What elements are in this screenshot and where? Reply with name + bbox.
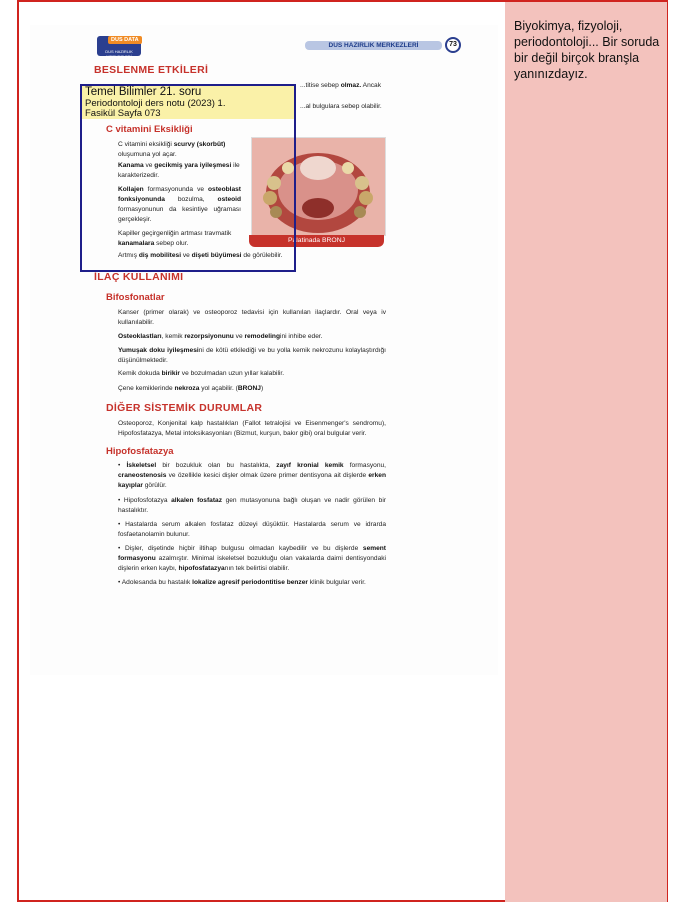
- note-line-2: Fasikül Sayfa 073: [85, 108, 161, 119]
- photo-caption: Palatinada BRONJ: [249, 235, 384, 247]
- logo-subtitle: DUS HAZIRLIK MERKEZLERİ: [105, 49, 133, 59]
- ilac-paragraph-1: Kanser (primer olarak) ve osteoporoz tedavisi için kullanılan ilaçlardır. Oral veya iv kullanılabilir.: [118, 309, 386, 326]
- note-title: Temel Bilimler 21. soru: [85, 86, 202, 98]
- section-heading-ilac: İLAÇ KULLANIMI: [94, 271, 184, 283]
- section-heading-beslenme: BESLENME ETKİLERİ: [94, 64, 209, 76]
- beslenme-line-1: ...titise sebep olmaz. Ancak: [300, 82, 382, 89]
- page-number: 73: [445, 37, 461, 53]
- header-title: DUS HAZIRLIK MERKEZLERİ: [328, 42, 419, 49]
- ilac-paragraph-5: Çene kemiklerinde nekroza yol açabilir. (BRONJ): [118, 385, 264, 392]
- cvit-paragraph-1: C vitamini eksikliği scurvy (skorbüt) oluşumuna yol açar.: [118, 141, 226, 158]
- cvit-paragraph-3: Kollajen formasyonunda ve osteoblast fonksiyonunda bozulma, osteoid formasyonunun da kesintiye uğraması gerçekleşir.: [118, 186, 241, 223]
- logo-text: DUS DATA: [108, 36, 142, 44]
- ilac-paragraph-2: Osteoklastları, kemik rezorpsiyonunu ve remodelingini inhibe eder.: [118, 333, 323, 340]
- subheading-hipofosfatazya: Hipofosfatazya: [106, 446, 174, 457]
- hipo-bullet-5: • Adolesanda bu hastalık lokalize agresif periodontitise benzer klinik bulgular verir.: [118, 579, 366, 586]
- hipo-bullet-2: • Hipofosfotazya alkalen fosfataz gen mutasyonuna bağlı oluşan ve nadir görülen bir hastalıktır.: [118, 497, 387, 514]
- sidebar-text: Biyokimya, fizyoloji, periodontoloji... Bir soruda bir değil birçok branşla yanınızdayız.: [514, 19, 660, 81]
- sidebar-panel: [505, 2, 667, 902]
- note-line-1: Periodontoloji ders notu (2023) 1.: [85, 98, 226, 109]
- hipo-bullet-1: • İskeletsel bir bozukluk olan bu hastalıkta, zayıf kronial kemik formasyonu, craneostenosis ve özellikle kesici dişler olmak üzere primer dentisyona ait dişlerde erken kayıplar görülür.: [118, 462, 387, 489]
- diger-paragraph-1: Osteoporoz, Konjenital kalp hastalıkları (Fallot tetralojisi ve Eisenmenger's sendromu), Hipofosfatazya, Metal intoksikasyonları (Bizmut, kurşun, bakır gibi) oral bulgular verir.: [118, 420, 386, 437]
- hipo-bullet-4: • Dişler, dişetinde hiçbir iltihap bulgusu olmadan kaybedilir ve bu dişlerde sement formasyonu azalmıştır. Minimal iskeletsel bozukluğu olan vakalarda daimi dentisyondaki dişlerin erken kaybı, hipofosfatazyanın tek belirtisi olabilir.: [118, 545, 386, 572]
- cvit-paragraph-4: Kapiller geçirgenliğin artması travmatik kanamalara sebep olur.: [118, 230, 232, 247]
- section-heading-diger: DİĞER SİSTEMİK DURUMLAR: [106, 402, 263, 414]
- beslenme-line-2: ...al bulgulara sebep olabilir.: [300, 103, 382, 110]
- subheading-c-vitamini: C vitamini Eksikliği: [106, 124, 193, 135]
- ilac-paragraph-4: Kemik dokuda birikir ve bozulmadan uzun yıllar kalabilir.: [118, 370, 285, 377]
- ilac-paragraph-3: Yumuşak doku iyileşmesini de kötü etkilediği ve bu yolla kemik nekrozunu kolaylaştırdığı düşünülmektedir.: [118, 347, 386, 364]
- subheading-bifosfonatlar: Bifosfonatlar: [106, 292, 165, 303]
- cvit-paragraph-2: Kanama ve gecikmiş yara iyileşmesi ile karakterizedir.: [118, 162, 240, 179]
- cvit-paragraph-5: Artmış diş mobilitesi ve dişeti büyümesi de görülebilir.: [118, 252, 283, 259]
- hipo-bullet-3: • Hastalarda serum alkalen fosfataz düzeyi düşüktür. Hastalarda serum ve idrarda fosfaetanolamin bulunur.: [118, 521, 386, 538]
